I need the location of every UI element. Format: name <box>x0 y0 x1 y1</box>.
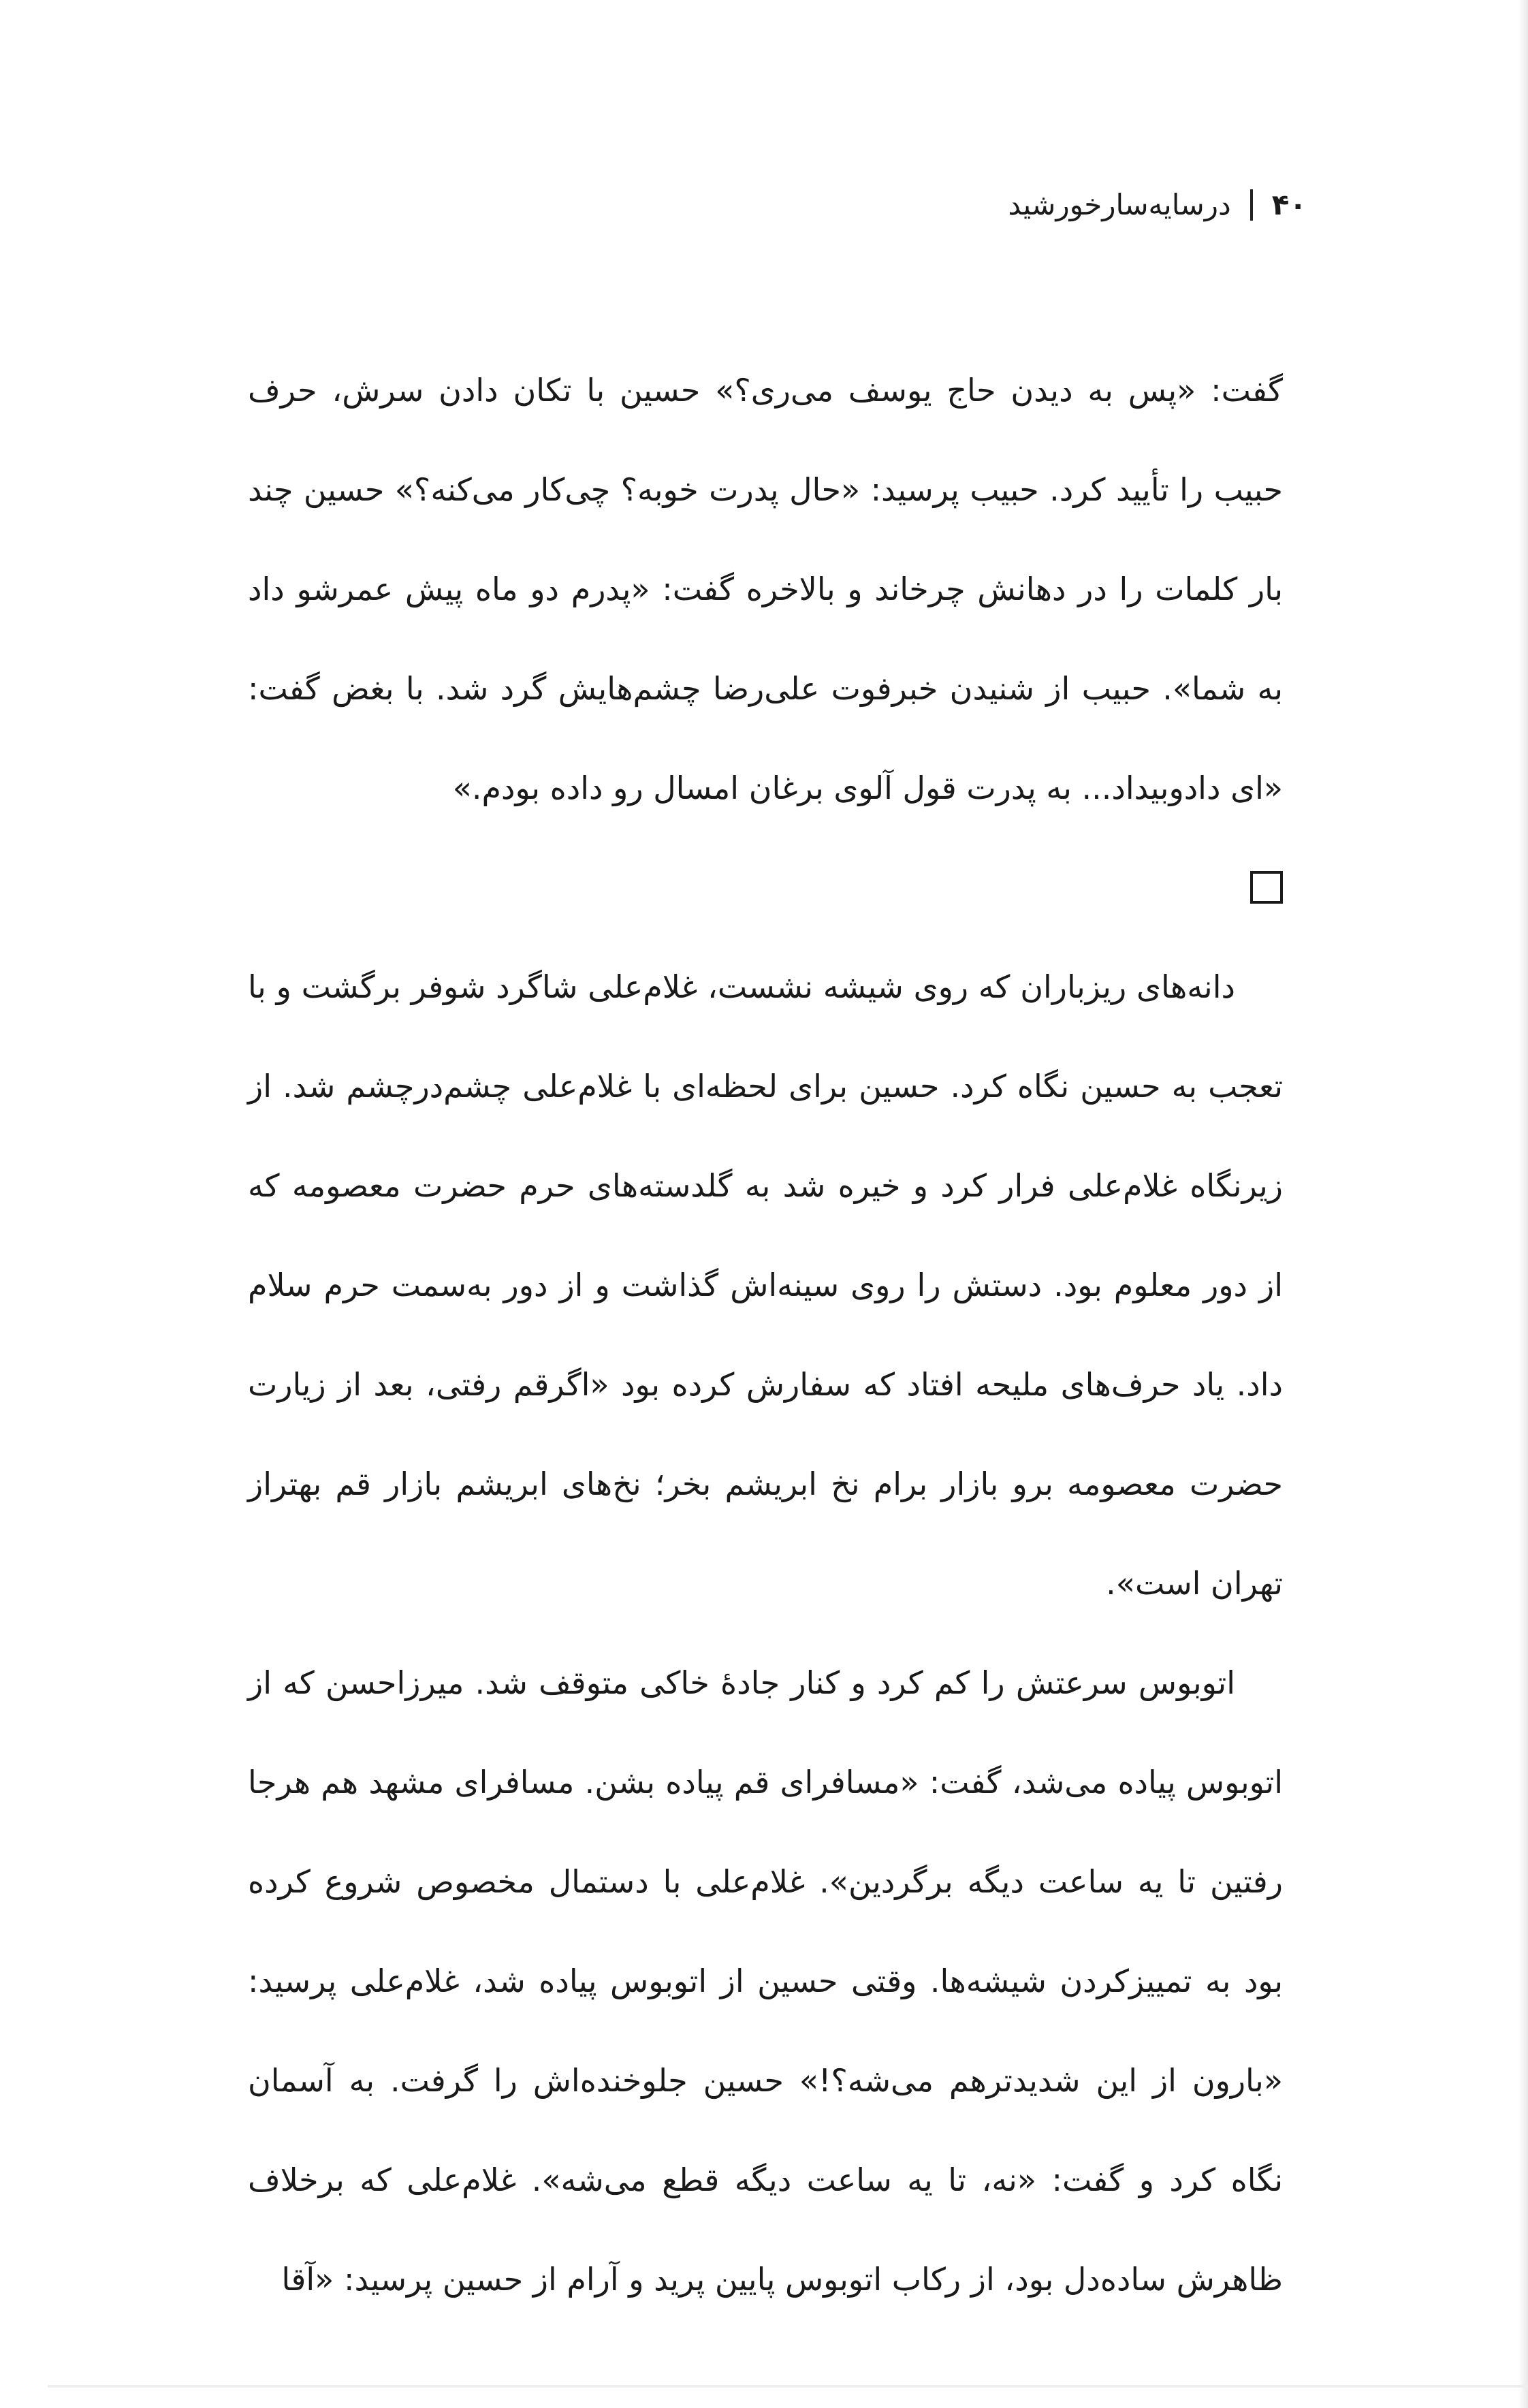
page-edge-shadow <box>1518 0 1528 2408</box>
book-title: درسایه‌سارخورشید <box>1008 188 1231 221</box>
section-break <box>248 838 1283 937</box>
paragraph-1: گفت: «پس به دیدن حاج یوسف می‌ری؟» حسین با تکان دادن سرش، حرف حبیب را تأیید کرد. حبیب پرسید: «حال پدرت خوبه؟ چی‌کار می‌کنه؟» حسین چند بار کلمات را در دهانش چرخاند و بالاخره گفت: «پدرم دو ماه پیش عمرشو داد به شما». حبیب از شنیدن خبرفوت علی‌رضا چشم‌هایش گرد شد. با بغض گفت: «ای دادوبیداد... به پدرت قول آلوی برغان امسال رو داده بودم.» <box>248 372 1283 806</box>
section-break-square-icon <box>1250 871 1283 904</box>
running-header <box>1008 189 1307 221</box>
paragraph-3: اتوبوس سرعتش را کم کرد و کنار جادهٔ خاکی متوقف شد. میرزاحسن که از اتوبوس پیاده می‌شد، گفت: «مسافرای قم پیاده بشن. مسافرای مشهد هم هرجا رفتین تا یه ساعت دیگه برگردین». غلام‌علی با دستمال مخصوص شروع کرده بود به تمییزکردن شیشه‌ها. وقتی حسین از اتوبوس پیاده شد، غلام‌علی پرسید: «بارون از این شدیدترهم می‌شه؟!» حسین جلوخنده‌اش را گرفت. به آسمان نگاه کرد و گفت: «نه، تا یه ساعت دیگه قطع می‌شه». غلام‌علی که برخلاف ظاهرش ساده‌دل بود، از رکاب اتوبوس پایین پرید و آرام از حسین پرسید: «آقا <box>248 1664 1283 2298</box>
page-number: ۴۰ <box>1271 188 1307 221</box>
body-text <box>248 340 1283 2329</box>
header-divider <box>1250 189 1253 221</box>
page-bottom-edge <box>48 2385 1528 2388</box>
paragraph-2: دانه‌های ریزباران که روی شیشه نشست، غلام‌علی شاگرد شوفر برگشت و با تعجب به حسین نگاه کرد. حسین برای لحظه‌ای با غلام‌علی چشم‌درچشم شد. از زیرنگاه غلام‌علی فرار کرد و خیره شد به گلدسته‌های حرم حضرت معصومه که از دور معلوم بود. دستش را روی سینه‌اش گذاشت و از دور به‌سمت حرم سلام داد. یاد حرف‌های ملیحه افتاد که سفارش کرده بود «اگرقم رفتی، بعد از زیارت حضرت معصومه برو بازار برام نخ ابریشم بخر؛ نخ‌های ابریشم بازار قم بهتراز تهران است». <box>248 968 1283 1602</box>
